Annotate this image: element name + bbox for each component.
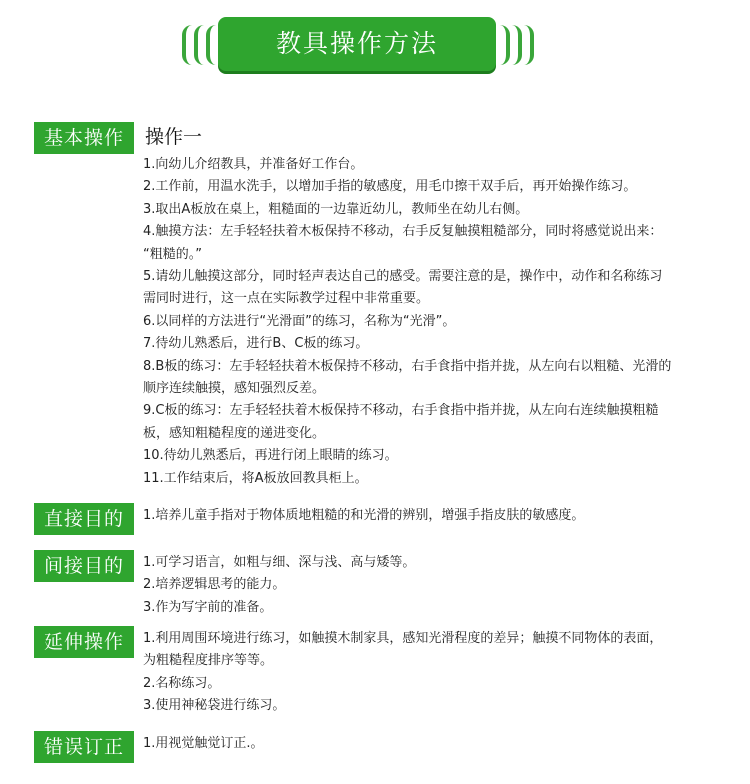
section-label: 直接目的 (34, 503, 134, 535)
text-line: 5.请幼儿触摸这部分，同时轻声表达自己的感受。需要注意的是，操作中，动作和名称练习 (143, 269, 663, 285)
section-content (143, 552, 730, 619)
section-lines (143, 733, 730, 755)
text-line: 11.工作结束后，将A板放回教具柜上。 (143, 470, 368, 486)
text-line: 为粗糙程度排序等等。 (143, 653, 274, 669)
section-lines (143, 154, 730, 490)
text-line: 8.B板的练习：左手轻轻扶着木板保持不移动，右手食指中指并拢，从左向右以粗糙、光滑的 (143, 358, 672, 374)
text-line: 1.培养儿童手指对于物体质地粗糙的和光滑的辨别，增强手指皮肤的敏感度。 (143, 508, 585, 523)
text-line: 3.取出A板放在桌上，粗糙面的一边靠近幼儿，教师坐在幼儿右侧。 (143, 201, 529, 217)
text-line: 2.培养逻辑思考的能力。 (143, 577, 286, 593)
text-line: 3.作为写字前的准备。 (143, 599, 273, 615)
section-label: 基本操作 (34, 122, 134, 154)
section-label: 延伸操作 (34, 626, 134, 658)
section-content (143, 733, 730, 755)
text-line: 9.C板的练习：左手轻轻扶着木板保持不移动，右手食指中指并拢，从左向右连续触摸粗糙 (143, 403, 659, 419)
text-line: 1.用视觉触觉订正.。 (143, 736, 264, 751)
text-line: 10.待幼儿熟悉后，再进行闭上眼睛的练习。 (143, 448, 398, 464)
section-subtitle: 操作一 (145, 126, 203, 148)
section-lines (143, 552, 730, 619)
text-line: 板，感知粗糙程度的递进变化。 (143, 425, 326, 441)
text-line: “粗糙的。” (143, 246, 202, 262)
text-line: 3.使用神秘袋进行练习。 (143, 698, 286, 714)
banner-stripes-left (178, 25, 218, 65)
text-line: 需同时进行，这一点在实际教学过程中非常重要。 (143, 291, 430, 307)
text-line: 7.待幼儿熟悉后，进行B、C板的练习。 (143, 336, 369, 352)
title-banner (178, 16, 538, 74)
text-line: 4.触摸方法：左手轻轻扶着木板保持不移动，右手反复触摸粗糙部分，同时将感觉说出来： (143, 224, 663, 240)
text-line: 2.名称练习。 (143, 675, 221, 691)
section-lines (143, 628, 730, 718)
text-line: 1.向幼儿介绍教具，并准备好工作台。 (143, 157, 364, 172)
text-line: 1.可学习语言，如粗与细、深与浅、高与矮等。 (143, 555, 416, 570)
text-line: 2.工作前，用温水洗手，以增加手指的敏感度，用毛巾擦干双手后，再开始操作练习。 (143, 179, 637, 195)
banner-stripes-right (498, 25, 538, 65)
section-lines (143, 505, 730, 527)
text-line: 6.以同样的方法进行“光滑面”的练习，名称为“光滑”。 (143, 313, 456, 329)
text-line: 顺序连续触摸，感知强烈反差。 (143, 381, 326, 397)
page-title: 教具操作方法 (218, 17, 496, 71)
text-line: 1.利用周围环境进行练习，如触摸木制家具，感知光滑程度的差异；触摸不同物体的表面， (143, 631, 663, 646)
section-content (143, 505, 730, 527)
section-label: 错误订正 (34, 731, 134, 763)
section-content (143, 122, 730, 490)
section-content (143, 628, 730, 718)
section-label: 间接目的 (34, 550, 134, 582)
